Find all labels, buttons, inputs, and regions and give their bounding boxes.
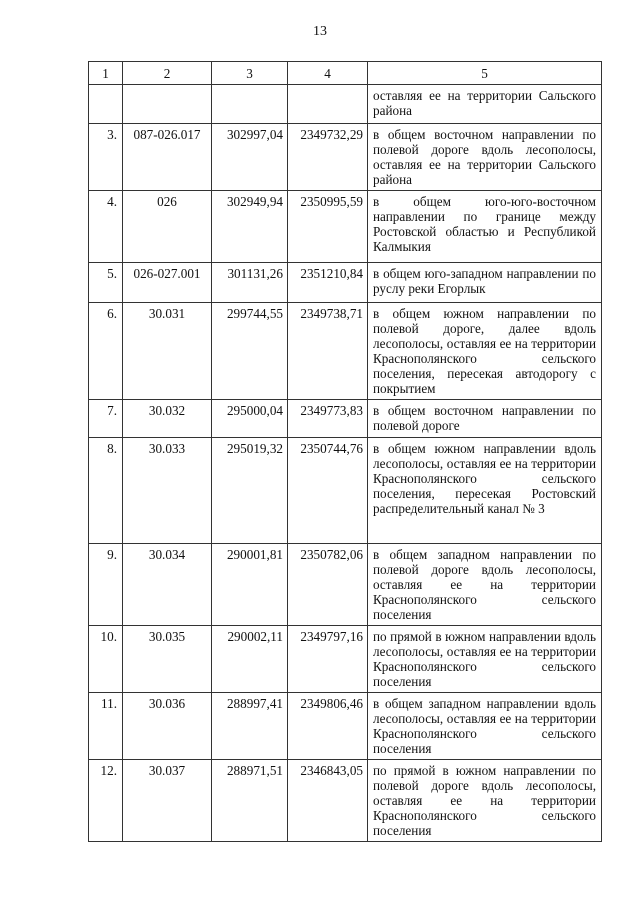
point-code — [123, 85, 212, 124]
boundary-description: в общем южном направлении по полевой дороге, далее вдоль лесополосы, оставляя ее на территории Краснополянского сельского поселения, пересекая автодорогу с покрытием — [368, 303, 602, 400]
boundary-description: в общем западном направлении по полевой дороге вдоль лесополосы, оставляя ее на территории Краснополянского сельского поселения — [368, 544, 602, 626]
coordinate-y: 2349806,46 — [288, 693, 368, 760]
table-row — [89, 263, 602, 303]
coordinate-y: 2349732,29 — [288, 124, 368, 191]
coordinate-y — [288, 85, 368, 124]
coordinate-y: 2351210,84 — [288, 263, 368, 303]
row-number: 3. — [89, 124, 123, 191]
row-number: 11. — [89, 693, 123, 760]
coordinate-x: 302949,94 — [212, 191, 288, 263]
coordinate-y: 2350995,59 — [288, 191, 368, 263]
coordinate-y: 2350744,76 — [288, 438, 368, 544]
boundary-description: в общем восточном направлении по полевой дороге вдоль лесополосы, оставляя ее на территории Сальского района — [368, 124, 602, 191]
column-header: 4 — [288, 62, 368, 85]
table-row — [89, 544, 602, 626]
coordinate-x — [212, 85, 288, 124]
point-code: 30.033 — [123, 438, 212, 544]
boundary-description: в общем восточном направлении по полевой дороге — [368, 400, 602, 438]
page-number: 13 — [313, 24, 327, 39]
coordinate-x: 288971,51 — [212, 760, 288, 842]
boundary-description: в общем южном направлении вдоль лесополосы, оставляя ее на территории Краснополянского сельского поселения, пересекая Ростовский распределительный канал № 3 — [368, 438, 602, 544]
row-number — [89, 85, 123, 124]
row-number: 8. — [89, 438, 123, 544]
column-header: 3 — [212, 62, 288, 85]
coordinate-x: 295019,32 — [212, 438, 288, 544]
boundary-description: оставляя ее на территории Сальского района — [368, 85, 602, 124]
point-code: 30.036 — [123, 693, 212, 760]
coordinate-x: 288997,41 — [212, 693, 288, 760]
boundary-points-table — [88, 61, 602, 842]
coordinate-y: 2349797,16 — [288, 626, 368, 693]
column-header: 5 — [368, 62, 602, 85]
point-code: 026 — [123, 191, 212, 263]
row-number: 6. — [89, 303, 123, 400]
coordinate-y: 2346843,05 — [288, 760, 368, 842]
coordinate-y: 2349738,71 — [288, 303, 368, 400]
table-row — [89, 626, 602, 693]
column-header: 1 — [89, 62, 123, 85]
row-number: 4. — [89, 191, 123, 263]
table-row — [89, 438, 602, 544]
coordinate-x: 295000,04 — [212, 400, 288, 438]
row-number: 9. — [89, 544, 123, 626]
column-header: 2 — [123, 62, 212, 85]
point-code: 087-026.017 — [123, 124, 212, 191]
boundary-description: в общем юго-юго-восточном направлении по границе между Ростовской областью и Республикой Калмыкия — [368, 191, 602, 263]
row-number: 5. — [89, 263, 123, 303]
point-code: 30.032 — [123, 400, 212, 438]
coordinate-x: 290001,81 — [212, 544, 288, 626]
point-code: 30.037 — [123, 760, 212, 842]
table-row — [89, 85, 602, 124]
point-code: 026-027.001 — [123, 263, 212, 303]
row-number: 7. — [89, 400, 123, 438]
boundary-description: в общем юго-западном направлении по руслу реки Егорлык — [368, 263, 602, 303]
table-row — [89, 303, 602, 400]
table-row — [89, 760, 602, 842]
boundary-description: в общем западном направлении вдоль лесополосы, оставляя ее на территории Краснополянского сельского поселения — [368, 693, 602, 760]
boundary-description: по прямой в южном направлении по полевой дороге вдоль лесополосы, оставляя ее на территории Краснополянского сельского поселения — [368, 760, 602, 842]
row-number: 12. — [89, 760, 123, 842]
table-row — [89, 400, 602, 438]
table-row — [89, 693, 602, 760]
coordinate-y: 2350782,06 — [288, 544, 368, 626]
point-code: 30.034 — [123, 544, 212, 626]
coordinate-y: 2349773,83 — [288, 400, 368, 438]
point-code: 30.031 — [123, 303, 212, 400]
table-row — [89, 191, 602, 263]
coordinate-x: 299744,55 — [212, 303, 288, 400]
coordinate-x: 302997,04 — [212, 124, 288, 191]
coordinate-x: 290002,11 — [212, 626, 288, 693]
point-code: 30.035 — [123, 626, 212, 693]
row-number: 10. — [89, 626, 123, 693]
table-row — [89, 124, 602, 191]
coordinate-x: 301131,26 — [212, 263, 288, 303]
table-header-row — [89, 62, 602, 85]
boundary-description: по прямой в южном направлении вдоль лесополосы, оставляя ее на территории Краснополянского сельского поселения — [368, 626, 602, 693]
